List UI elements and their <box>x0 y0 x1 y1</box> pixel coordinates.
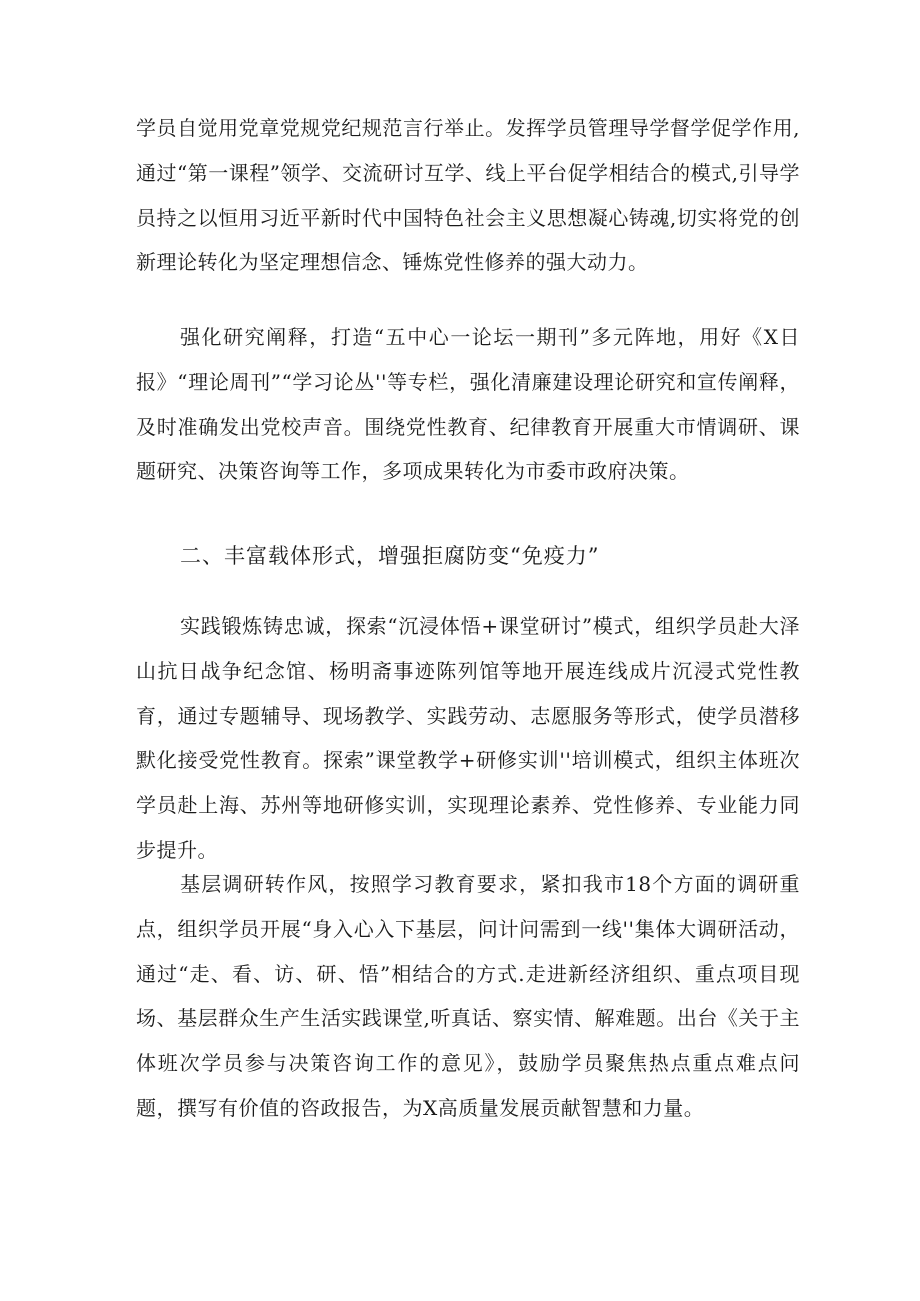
paragraph-3: 实践锻炼铸忠诚，探索“沉浸体悟+课堂研讨”模式，组织学员赴大泽山抗日战争纪念馆、杨明斋事迹陈列馆等地开展连线成片沉浸式党性教育，通过专题辅导、现场教学、实践劳动、志愿服务等形式，使学员潜移默化接受党性教育。探索”课堂教学+研修实训''培训模式，组织主体班次学员赴上海、苏州等地研修实训，实现理论素养、党性修养、专业能力同步提升。 <box>136 614 800 862</box>
section-heading-2: 二、丰富载体形式，增强拒腐防变“免疫力” <box>180 544 600 568</box>
paragraph-1: 学员自觉用党章党规党纪规范言行举止。发挥学员管理导学督学促学作用,通过“第一课程”领学、交流研讨互学、线上平台促学相结合的模式,引导学员持之以恒用习近平新时代中国特色社会主义思想凝心铸魂,切实将党的创新理论转化为坚定理想信念、锤炼党性修养的强大动力。 <box>136 116 800 275</box>
paragraph-2: 强化研究阐释，打造“五中心一论坛一期刊”多元阵地，用好《X日报》“理论周刊”“学习论丛''等专栏，强化清廉建设理论研究和宣传阐释，及时准确发出党校声音。围绕党性教育、纪律教育开展重大市情调研、课题研究、决策咨询等工作，多项成果转化为市委市政府决策。 <box>136 325 800 484</box>
paragraph-4: 基层调研转作风，按照学习教育要求，紧扣我市18个方面的调研重点，组织学员开展“身入心入下基层，问计问需到一线''集体大调研活动，通过“走、看、访、研、悟”相结合的方式.走进新经济组织、重点项目现场、基层群众生产生活实践课堂,听真话、察实情、解难题。出台《关于主体班次学员参与决策咨询工作的意见》，鼓励学员聚焦热点重点难点问题，撰写有价值的咨政报告，为X高质量发展贡献智慧和力量。 <box>136 872 800 1120</box>
